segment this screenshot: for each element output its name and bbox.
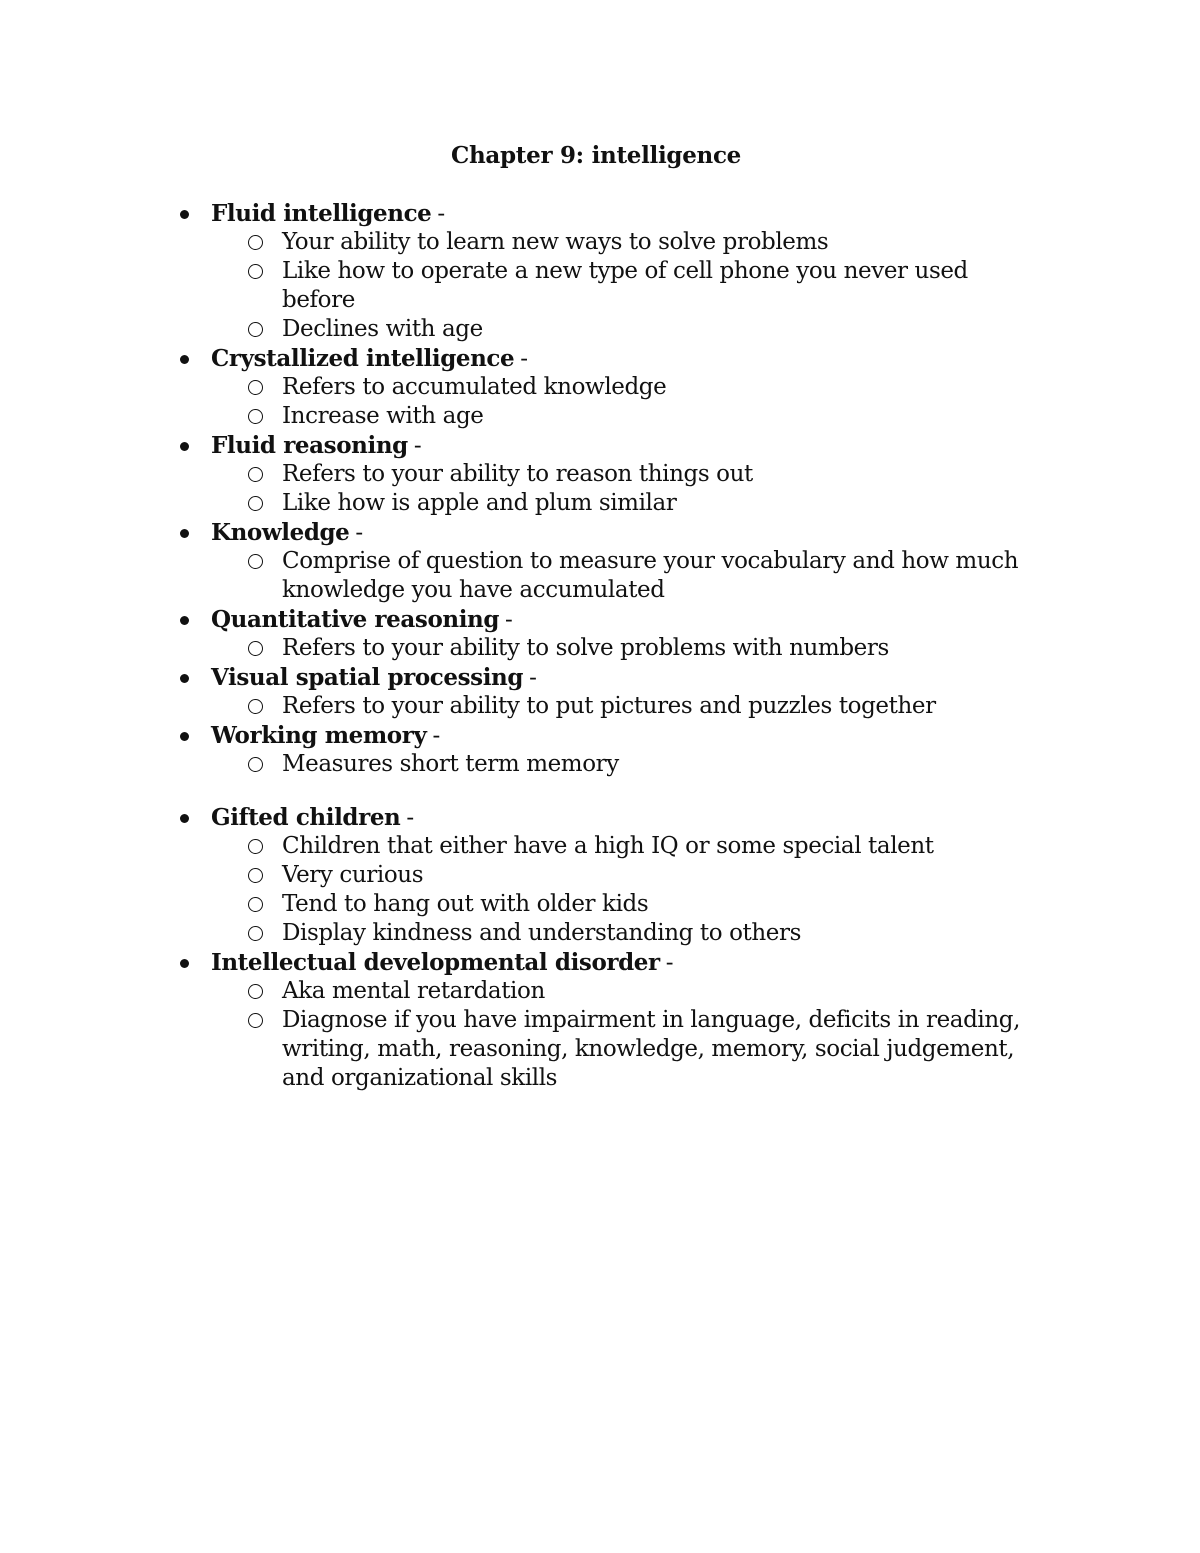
sub-item-text: Tend to hang out with older kids — [282, 891, 649, 917]
sub-item-text: Measures short term memory — [282, 751, 619, 777]
hollow-bullet-icon — [248, 868, 263, 883]
hollow-bullet-icon — [248, 757, 263, 772]
sub-item — [0, 919, 1042, 948]
section-dash: - — [529, 665, 537, 691]
filled-bullet-icon — [180, 616, 189, 625]
sub-list — [0, 547, 1200, 605]
sub-list — [0, 692, 1200, 721]
outline-section — [0, 605, 1200, 663]
hollow-bullet-icon — [248, 926, 263, 941]
sub-item-text: Comprise of question to measure your vocabulary and how much knowledge you have accumulated — [282, 548, 1019, 603]
outline-section — [0, 344, 1200, 431]
outline-section — [0, 518, 1200, 605]
sub-list — [0, 373, 1200, 431]
sub-item-text: Diagnose if you have impairment in language, deficits in reading, writing, math, reasoning, knowledge, memory, social judgement, and organizational skills — [282, 1007, 1021, 1091]
hollow-bullet-icon — [248, 554, 263, 569]
section-heading — [0, 199, 1200, 228]
sub-item — [0, 315, 1042, 344]
section-heading — [0, 344, 1200, 373]
section-heading — [0, 663, 1200, 692]
hollow-bullet-icon — [248, 467, 263, 482]
filled-bullet-icon — [180, 529, 189, 538]
sub-item — [0, 460, 1042, 489]
sub-item — [0, 373, 1042, 402]
outline-section — [0, 721, 1200, 779]
sub-item-text: Declines with age — [282, 316, 483, 342]
hollow-bullet-icon — [248, 1013, 263, 1028]
section-dash: - — [406, 805, 414, 831]
section-dash: - — [665, 950, 674, 976]
sub-item — [0, 547, 1042, 605]
sub-item — [0, 1006, 1042, 1093]
section-term: Fluid reasoning — [211, 432, 408, 459]
sub-list — [0, 460, 1200, 518]
hollow-bullet-icon — [248, 409, 263, 424]
hollow-bullet-icon — [248, 699, 263, 714]
sub-item — [0, 750, 1042, 779]
sub-item — [0, 890, 1042, 919]
section-term: Knowledge — [211, 519, 350, 546]
sub-list — [0, 832, 1200, 948]
hollow-bullet-icon — [248, 984, 263, 999]
page-title: Chapter 9: intelligence — [450, 142, 741, 169]
sub-item-text: Children that either have a high IQ or some special talent — [282, 833, 934, 859]
section-heading — [0, 803, 1200, 832]
section-heading — [0, 605, 1200, 634]
sub-item — [0, 257, 1042, 315]
outline-list — [0, 199, 1200, 1093]
section-heading — [0, 518, 1200, 547]
sub-list — [0, 228, 1200, 344]
sub-item-text: Like how to operate a new type of cell phone you never used before — [282, 258, 968, 313]
hollow-bullet-icon — [248, 235, 263, 250]
sub-item-text: Refers to your ability to put pictures and puzzles together — [282, 693, 936, 719]
sub-item — [0, 634, 1042, 663]
filled-bullet-icon — [180, 814, 189, 823]
outline-section — [0, 431, 1200, 518]
outline-section — [0, 803, 1200, 948]
sub-item — [0, 402, 1042, 431]
filled-bullet-icon — [180, 442, 189, 451]
hollow-bullet-icon — [248, 496, 263, 511]
outline-section — [0, 199, 1200, 344]
outline-section — [0, 948, 1200, 1093]
section-dash: - — [520, 346, 528, 372]
sub-item-text: Very curious — [282, 862, 424, 888]
section-heading — [0, 431, 1200, 460]
sub-item — [0, 228, 1042, 257]
outline-section — [0, 663, 1200, 721]
sub-item-text: Refers to accumulated knowledge — [282, 374, 667, 400]
section-term: Gifted children — [211, 804, 401, 831]
filled-bullet-icon — [180, 210, 189, 219]
hollow-bullet-icon — [248, 641, 263, 656]
sub-item-text: Refers to your ability to reason things out — [282, 461, 753, 487]
section-dash: - — [413, 433, 422, 459]
sub-item — [0, 832, 1042, 861]
section-term: Fluid intelligence — [211, 200, 432, 227]
hollow-bullet-icon — [248, 380, 263, 395]
section-term: Working memory — [211, 722, 427, 749]
section-dash: - — [505, 607, 513, 633]
section-term: Crystallized intelligence — [211, 345, 515, 372]
filled-bullet-icon — [180, 959, 189, 968]
sub-item-text: Display kindness and understanding to others — [282, 920, 801, 946]
sub-item-text: Increase with age — [282, 403, 484, 429]
sub-item-text: Refers to your ability to solve problems with numbers — [282, 635, 889, 661]
sub-item-text: Your ability to learn new ways to solve problems — [282, 229, 829, 255]
sub-item-text: Aka mental retardation — [282, 978, 545, 1004]
sub-item — [0, 489, 1042, 518]
filled-bullet-icon — [180, 674, 189, 683]
sub-item — [0, 977, 1042, 1006]
hollow-bullet-icon — [248, 839, 263, 854]
sub-item — [0, 692, 1042, 721]
section-term: Intellectual developmental disorder — [211, 949, 660, 976]
filled-bullet-icon — [180, 732, 189, 741]
sub-item-text: Like how is apple and plum similar — [282, 490, 677, 516]
section-dash: - — [432, 723, 440, 749]
sub-list — [0, 634, 1200, 663]
section-dash: - — [355, 520, 363, 546]
hollow-bullet-icon — [248, 897, 263, 912]
hollow-bullet-icon — [248, 322, 263, 337]
filled-bullet-icon — [180, 355, 189, 364]
section-dash: - — [437, 201, 445, 227]
section-term: Visual spatial processing — [211, 664, 524, 691]
sub-item — [0, 861, 1042, 890]
sub-list — [0, 750, 1200, 779]
section-heading — [0, 721, 1200, 750]
section-heading — [0, 948, 1200, 977]
sub-list — [0, 977, 1200, 1093]
section-term: Quantitative reasoning — [211, 606, 500, 633]
hollow-bullet-icon — [248, 264, 263, 279]
